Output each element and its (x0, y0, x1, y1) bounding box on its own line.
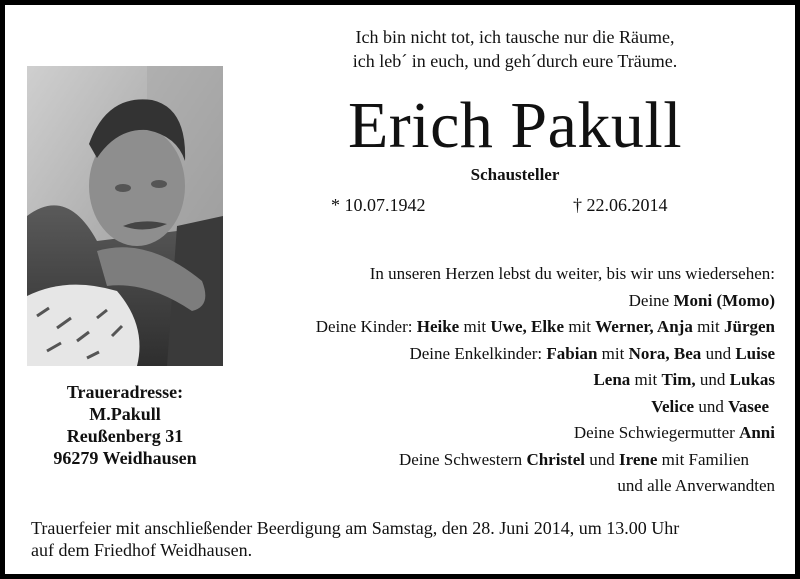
conj-with-1: mit (459, 317, 491, 336)
portrait-photo (27, 66, 223, 366)
conj-with-5: mit (630, 370, 662, 389)
sisters-prefix: Deine Schwestern (398, 449, 527, 469)
wife-name: Moni (Momo) (673, 290, 775, 310)
child-1: Heike (416, 317, 460, 336)
mourners-intro: In unseren Herzen lebst du weiter, bis wir uns wiedersehen: (369, 264, 775, 283)
children-prefix: Deine Kinder: (315, 317, 417, 336)
address-city: 96279 Weidhausen (53, 448, 197, 468)
mourner-mother-in-law (215, 420, 775, 447)
child-partner-2: Werner, Anja (595, 317, 693, 336)
sisters-suffix: mit Familien (657, 449, 749, 469)
sister-1: Christel (526, 449, 585, 469)
motto-line-2: ich leb´ in euch, und geh´durch eure Träume. (352, 51, 678, 71)
portrait-image (27, 66, 223, 366)
mourner-grandchildren-2 (215, 367, 775, 394)
mourner-children (215, 314, 775, 341)
birth-date: * 10.07.1942 (331, 195, 426, 215)
grandchild-5: Tim, (661, 370, 696, 389)
address-heading: Traueradresse: (66, 382, 184, 402)
deceased-occupation: Schausteller (470, 165, 560, 184)
motto-line-1: Ich bin nicht tot, ich tausche nur die Räume, (355, 27, 675, 47)
mourner-grandchildren-1 (215, 341, 775, 368)
conj-and-2: und (695, 370, 730, 389)
mother-in-law-prefix: Deine Schwiegermutter (573, 423, 740, 442)
conj-and-4: und (584, 449, 619, 469)
mourners-list (215, 261, 775, 500)
conj-and-3: und (694, 396, 729, 416)
mourning-address (27, 381, 223, 469)
address-name: M.Pakull (89, 404, 161, 424)
grandchild-1: Fabian (546, 343, 598, 363)
sister-2: Irene (618, 449, 658, 469)
grandchild-2: Nora, Bea (628, 343, 702, 363)
mourners-closing: und alle Anverwandten (617, 476, 775, 495)
conj-with-3: mit (692, 317, 724, 336)
grandchild-7: Velice (651, 396, 695, 416)
child-partner-1: Uwe, Elke (490, 317, 565, 336)
mourner-grandchildren-3 (215, 394, 775, 421)
grandchild-3: Luise (735, 343, 775, 363)
deceased-name: Erich Pakull (347, 89, 683, 162)
mourner-sisters (215, 447, 775, 474)
wife-prefix: Deine (628, 290, 674, 310)
conj-with-4: mit (597, 343, 629, 363)
child-partner-3: Jürgen (724, 317, 775, 336)
conj-with-2: mit (564, 317, 596, 336)
mourner-wife (215, 288, 775, 315)
grandchildren-prefix: Deine Enkelkinder: (409, 343, 547, 363)
motto-verse (305, 25, 725, 73)
grandchild-4: Lena (593, 370, 631, 389)
funeral-announcement (31, 517, 771, 561)
grandchild-8: Vasee (728, 396, 769, 416)
ceremony-line-1: Trauerfeier mit anschließender Beerdigung am Samstag, den 28. Juni 2014, um 13.00 Uhr (31, 518, 680, 538)
ceremony-line-2: auf dem Friedhof Weidhausen. (31, 540, 253, 560)
mother-in-law-name: Anni (739, 423, 775, 442)
address-street: Reußenberg 31 (66, 426, 184, 446)
death-date: † 22.06.2014 (573, 195, 668, 215)
conj-and-1: und (701, 343, 736, 363)
grandchild-6: Lukas (729, 370, 775, 389)
